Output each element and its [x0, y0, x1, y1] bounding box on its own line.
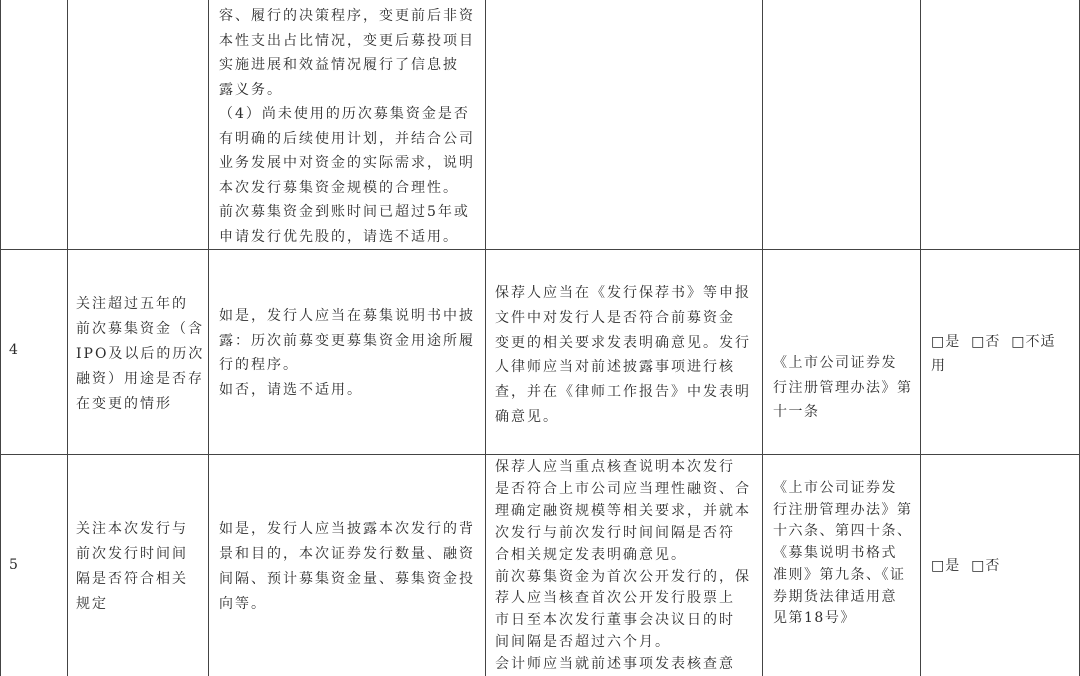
legal-basis-cell: [762, 250, 920, 454]
text-line: 前次募集资金到账时间已超过5年或: [219, 204, 470, 220]
text-line: 向等。: [219, 596, 267, 612]
focus-cell: [67, 250, 208, 454]
text-line: 行注册管理办法》第: [773, 379, 913, 396]
text-line: 在变更的情形: [76, 396, 172, 412]
text-line: 如是，发行人应当披露本次发行的背: [219, 521, 475, 537]
item-number: 5: [9, 557, 18, 573]
text-line: 景和目的，本次证券发行数量、融资: [219, 546, 475, 562]
text-line: 理确定融资规模等相关要求，并就本: [495, 502, 751, 519]
text-line: 保荐人应当重点核查说明本次发行: [495, 459, 735, 475]
text-line: 合相关规定发表明确意见。: [495, 546, 687, 563]
disclosure-requirement-cell: [208, 250, 485, 454]
text-line: 行的程序。: [219, 357, 299, 374]
verification-requirement-text: [495, 457, 760, 676]
compliance-check-options: [931, 330, 1077, 378]
text-line: 《上市公司证券发: [773, 355, 897, 371]
text-line: □是 □否: [931, 558, 1001, 574]
text-line: 融资）用途是否存: [76, 371, 204, 387]
text-line: 保荐人应当在《发行保荐书》等申报: [495, 285, 751, 301]
text-line: 是否符合上市公司应当理性融资、合: [495, 480, 751, 497]
disclosure-requirement-text: [219, 4, 483, 249]
text-line: 券期货法律适用意: [773, 588, 897, 605]
item-number-cell: [0, 455, 67, 676]
text-line: 业务发展中对资金的实际需求，说明: [219, 155, 475, 171]
item-number-cell: [0, 0, 67, 249]
text-line: 露：历次前募变更募集资金用途所履: [219, 332, 475, 349]
text-line: 前次募集资金（含: [76, 321, 204, 337]
compliance-check-options: [931, 554, 1077, 578]
legal-basis-text: [773, 478, 918, 630]
disclosure-requirement-text: [219, 304, 483, 403]
text-line: 次发行与前次发行时间间隔是否符: [495, 524, 735, 541]
focus-cell: [67, 0, 208, 249]
text-line: 确意见。: [495, 408, 559, 425]
verification-requirement-cell: [485, 0, 762, 249]
text-line: 间间隔是否超过六个月。: [495, 634, 671, 651]
disclosure-requirement-text: [219, 517, 483, 617]
legal-basis-cell: [762, 0, 920, 249]
table-row-continuation: [0, 0, 1080, 250]
text-line: 《上市公司证券发: [773, 480, 897, 496]
text-line: 行注册管理办法》第: [773, 501, 913, 518]
text-line: 变更的相关要求发表明确意见。发行: [495, 334, 751, 351]
disclosure-requirement-cell: [208, 455, 485, 676]
text-line: 申请发行优先股的，请选不适用。: [219, 228, 459, 245]
text-line: 荐人应当核查首次公开发行股票上: [495, 590, 735, 607]
text-line: 《募集说明书格式: [773, 545, 897, 562]
text-line: 文件中对发行人是否符合前募资金: [495, 309, 735, 326]
text-line: 关注本次发行与: [76, 521, 188, 537]
text-line: 人律师应当对前述披露事项进行核: [495, 359, 735, 376]
text-line: 实施进展和效益情况履行了信息披: [219, 57, 459, 73]
text-line: 前次发行时间间: [76, 546, 188, 562]
focus-text: [76, 517, 206, 617]
verification-requirement-cell: [485, 250, 762, 454]
legal-basis-text: [773, 351, 918, 425]
text-line: 规定: [76, 596, 108, 612]
compliance-check-cell: [920, 455, 1080, 676]
text-line: 本次发行募集资金规模的合理性。: [219, 179, 459, 196]
table-row-4: [0, 250, 1080, 455]
text-line: 如是，发行人应当在募集说明书中披: [219, 308, 475, 324]
text-line: 十一条: [773, 404, 820, 420]
disclosure-requirement-cell: [208, 0, 485, 249]
verification-requirement-cell: [485, 455, 762, 676]
table-row-5: [0, 455, 1080, 676]
text-line: 用: [931, 358, 946, 374]
text-line: 市日至本次发行董事会决议日的时: [495, 612, 735, 629]
text-line: 隔是否符合相关: [76, 571, 188, 587]
item-number-cell: [0, 250, 67, 454]
text-line: 会计师应当就前述事项发表核查意: [495, 656, 735, 673]
text-line: 露义务。: [219, 81, 283, 98]
text-line: 如否，请选不适用。: [219, 382, 363, 399]
text-line: 关注超过五年的: [76, 296, 188, 312]
text-line: 容、履行的决策程序，变更前后非资: [219, 8, 475, 24]
compliance-check-cell: [920, 250, 1080, 454]
compliance-check-cell: [920, 0, 1080, 249]
text-line: 本性支出占比情况，变更后募投项目: [219, 32, 475, 49]
text-line: □是 □否 □不适: [931, 334, 1056, 350]
text-line: 准则》第九条、《证: [773, 566, 906, 583]
verification-requirement-text: [495, 281, 760, 430]
text-line: （4）尚未使用的历次募集资金是否: [219, 106, 470, 122]
text-line: 查，并在《律师工作报告》中发表明: [495, 384, 751, 401]
text-line: IPO及以后的历次: [76, 346, 205, 362]
text-line: 有明确的后续使用计划，并结合公司: [219, 130, 475, 147]
text-line: 见第18号》: [773, 610, 856, 627]
focus-cell: [67, 455, 208, 676]
focus-text: [76, 292, 206, 417]
text-line: 前次募集资金为首次公开发行的，保: [495, 568, 751, 585]
item-number: 4: [9, 342, 18, 358]
text-line: 十六条、第四十条、: [773, 523, 913, 540]
legal-basis-cell: [762, 455, 920, 676]
text-line: 间隔、预计募集资金量、募集资金投: [219, 571, 475, 587]
